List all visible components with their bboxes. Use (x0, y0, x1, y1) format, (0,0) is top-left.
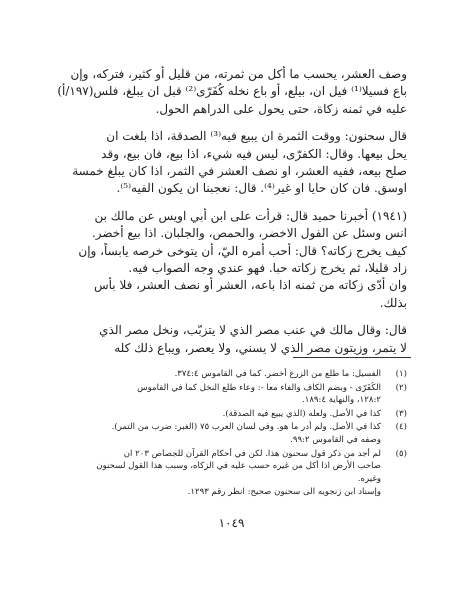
footnote-number (381, 486, 407, 499)
paragraph (52, 66, 407, 118)
footnote-line: كذا في الأصل. ولعله (الذي يبيع فيه الصدقة). (222, 408, 381, 419)
footnote-line: ١٢٨:٢، والنهاية ١٨٩:٤. (301, 395, 381, 406)
footnote-number: (١) (395, 369, 407, 379)
footnote-line: وغيره. (357, 473, 381, 484)
footnote-line: لم أجد من ذكر قول سحنون هذا. لكن في أحكام القرآن للجصاص ٢٠٣ ان (123, 448, 381, 459)
text-line: لا يتمر، وزيتون مصر الذي لا يسني، ولا يعصر، ويباع ذلك كله (114, 340, 407, 355)
paragraph (52, 322, 407, 357)
footnote-line: وإسناد ابن زنجويه الى سحنون صحيح: انظر رقم ١٢٩٣. (187, 487, 381, 498)
footnote (52, 486, 407, 499)
page-number: ١٠٤٩ (218, 516, 245, 530)
text-line: بذلك. (379, 295, 407, 310)
footnote-line: الفسيل: ما طلع من الزرع أخضر. كما في القاموس ٣٧٤:٤. (174, 369, 381, 379)
text-line: انس وسئل عن الفول الاخضر، والحمص، والجلبان. اذا بيع أخضر. (91, 226, 407, 241)
text-line: وان أدّى زكاته من ثمنه اذا باعه، العشر أو نصف العشر، فلا بأس (93, 278, 407, 293)
footnote (52, 368, 407, 381)
text-line: اوسق. فان كان حايا او غير⁽⁴⁾. قال: نعجبنا ان يكون الفيه⁽⁵⁾. (116, 181, 407, 196)
text-line: عليه في ثمنه زكاة، حتى يحول على الدراهم الحول. (155, 101, 407, 116)
paragraph (52, 128, 407, 198)
footnote-number: (٢) (395, 382, 407, 393)
text-line: (١٩٤١) أخبرنا حميد قال: قرأت على ابن أبي اويس عن مالك بن (94, 208, 407, 223)
footnote-number: (٥) (395, 448, 407, 459)
text-line: يحل بيعها. وقال: الكفرّى، ليس فيه شيء، اذا بيع، فان بيع، وقد (101, 146, 407, 161)
footnote-line: كذا في الأصل. ولم أدر ما هو. وفي لسان العرب ٧٥ (الغبر: ضرب من التمر). (111, 422, 381, 433)
main-text (52, 66, 407, 367)
footnote-text (52, 486, 381, 499)
footnote-text (52, 448, 381, 486)
paragraph (52, 208, 407, 312)
footnote (52, 408, 407, 421)
footnote-line: وصفه في القاموس ٩٩:٢. (290, 434, 381, 445)
footnote-divider (293, 357, 411, 358)
footnote (52, 448, 407, 486)
footnote-text (52, 421, 381, 446)
footnote-text (52, 408, 381, 421)
text-line: كيف يخرج زكاته؟ قال: أحب أمره اليّ، أن يتوخى خرصه يابساً، وإن (78, 243, 407, 258)
text-line: قال سحنون: ووقت الثمرة ان يبيع فيه⁽³⁾ الصدقة، اذا بلغت ان (106, 129, 407, 144)
footnote (52, 382, 407, 407)
footnote (52, 421, 407, 446)
text-line: زاد قليلا، ثم يخرج زكاته حبا. فهو عندي وجه الصواب فيه. (128, 261, 407, 276)
text-line: وصف العشر، يحسب ما أكل من ثمرته، من قليل أو كثير، فتركه، وإن (70, 67, 407, 81)
footnote-line: صاحب الأرض اذا أكل من غيره حسب عليه في الزكاه، وسبب هذا القول لسحنون (96, 461, 381, 472)
text-line: قال: وقال مالك في عنب مصر الذي لا يتزبّب، ونخل مصر الذي (99, 323, 407, 338)
footnote-number: (٣) (395, 408, 407, 419)
text-line: صلح بيعه، ففيه العشر، او نصف العشر في الثمر، اذا كان يبلغ خمسة (72, 164, 407, 179)
footnote-number: (٤) (395, 422, 407, 433)
footnote-text (52, 382, 381, 407)
text-line: باع فسيلا⁽¹⁾ فيل ان، بيلع، أو باع نخله كُفَرّى⁽²⁾ قبل ان يبلغ، فلس(١٩٧/أ) (57, 84, 407, 99)
footnote-line: الكُفَرّى - وبضم الكاف والفاء معا -: وعاء طلع النخل كما في القاموس (137, 382, 381, 393)
footnote-text (52, 368, 381, 381)
footnotes (52, 368, 407, 500)
